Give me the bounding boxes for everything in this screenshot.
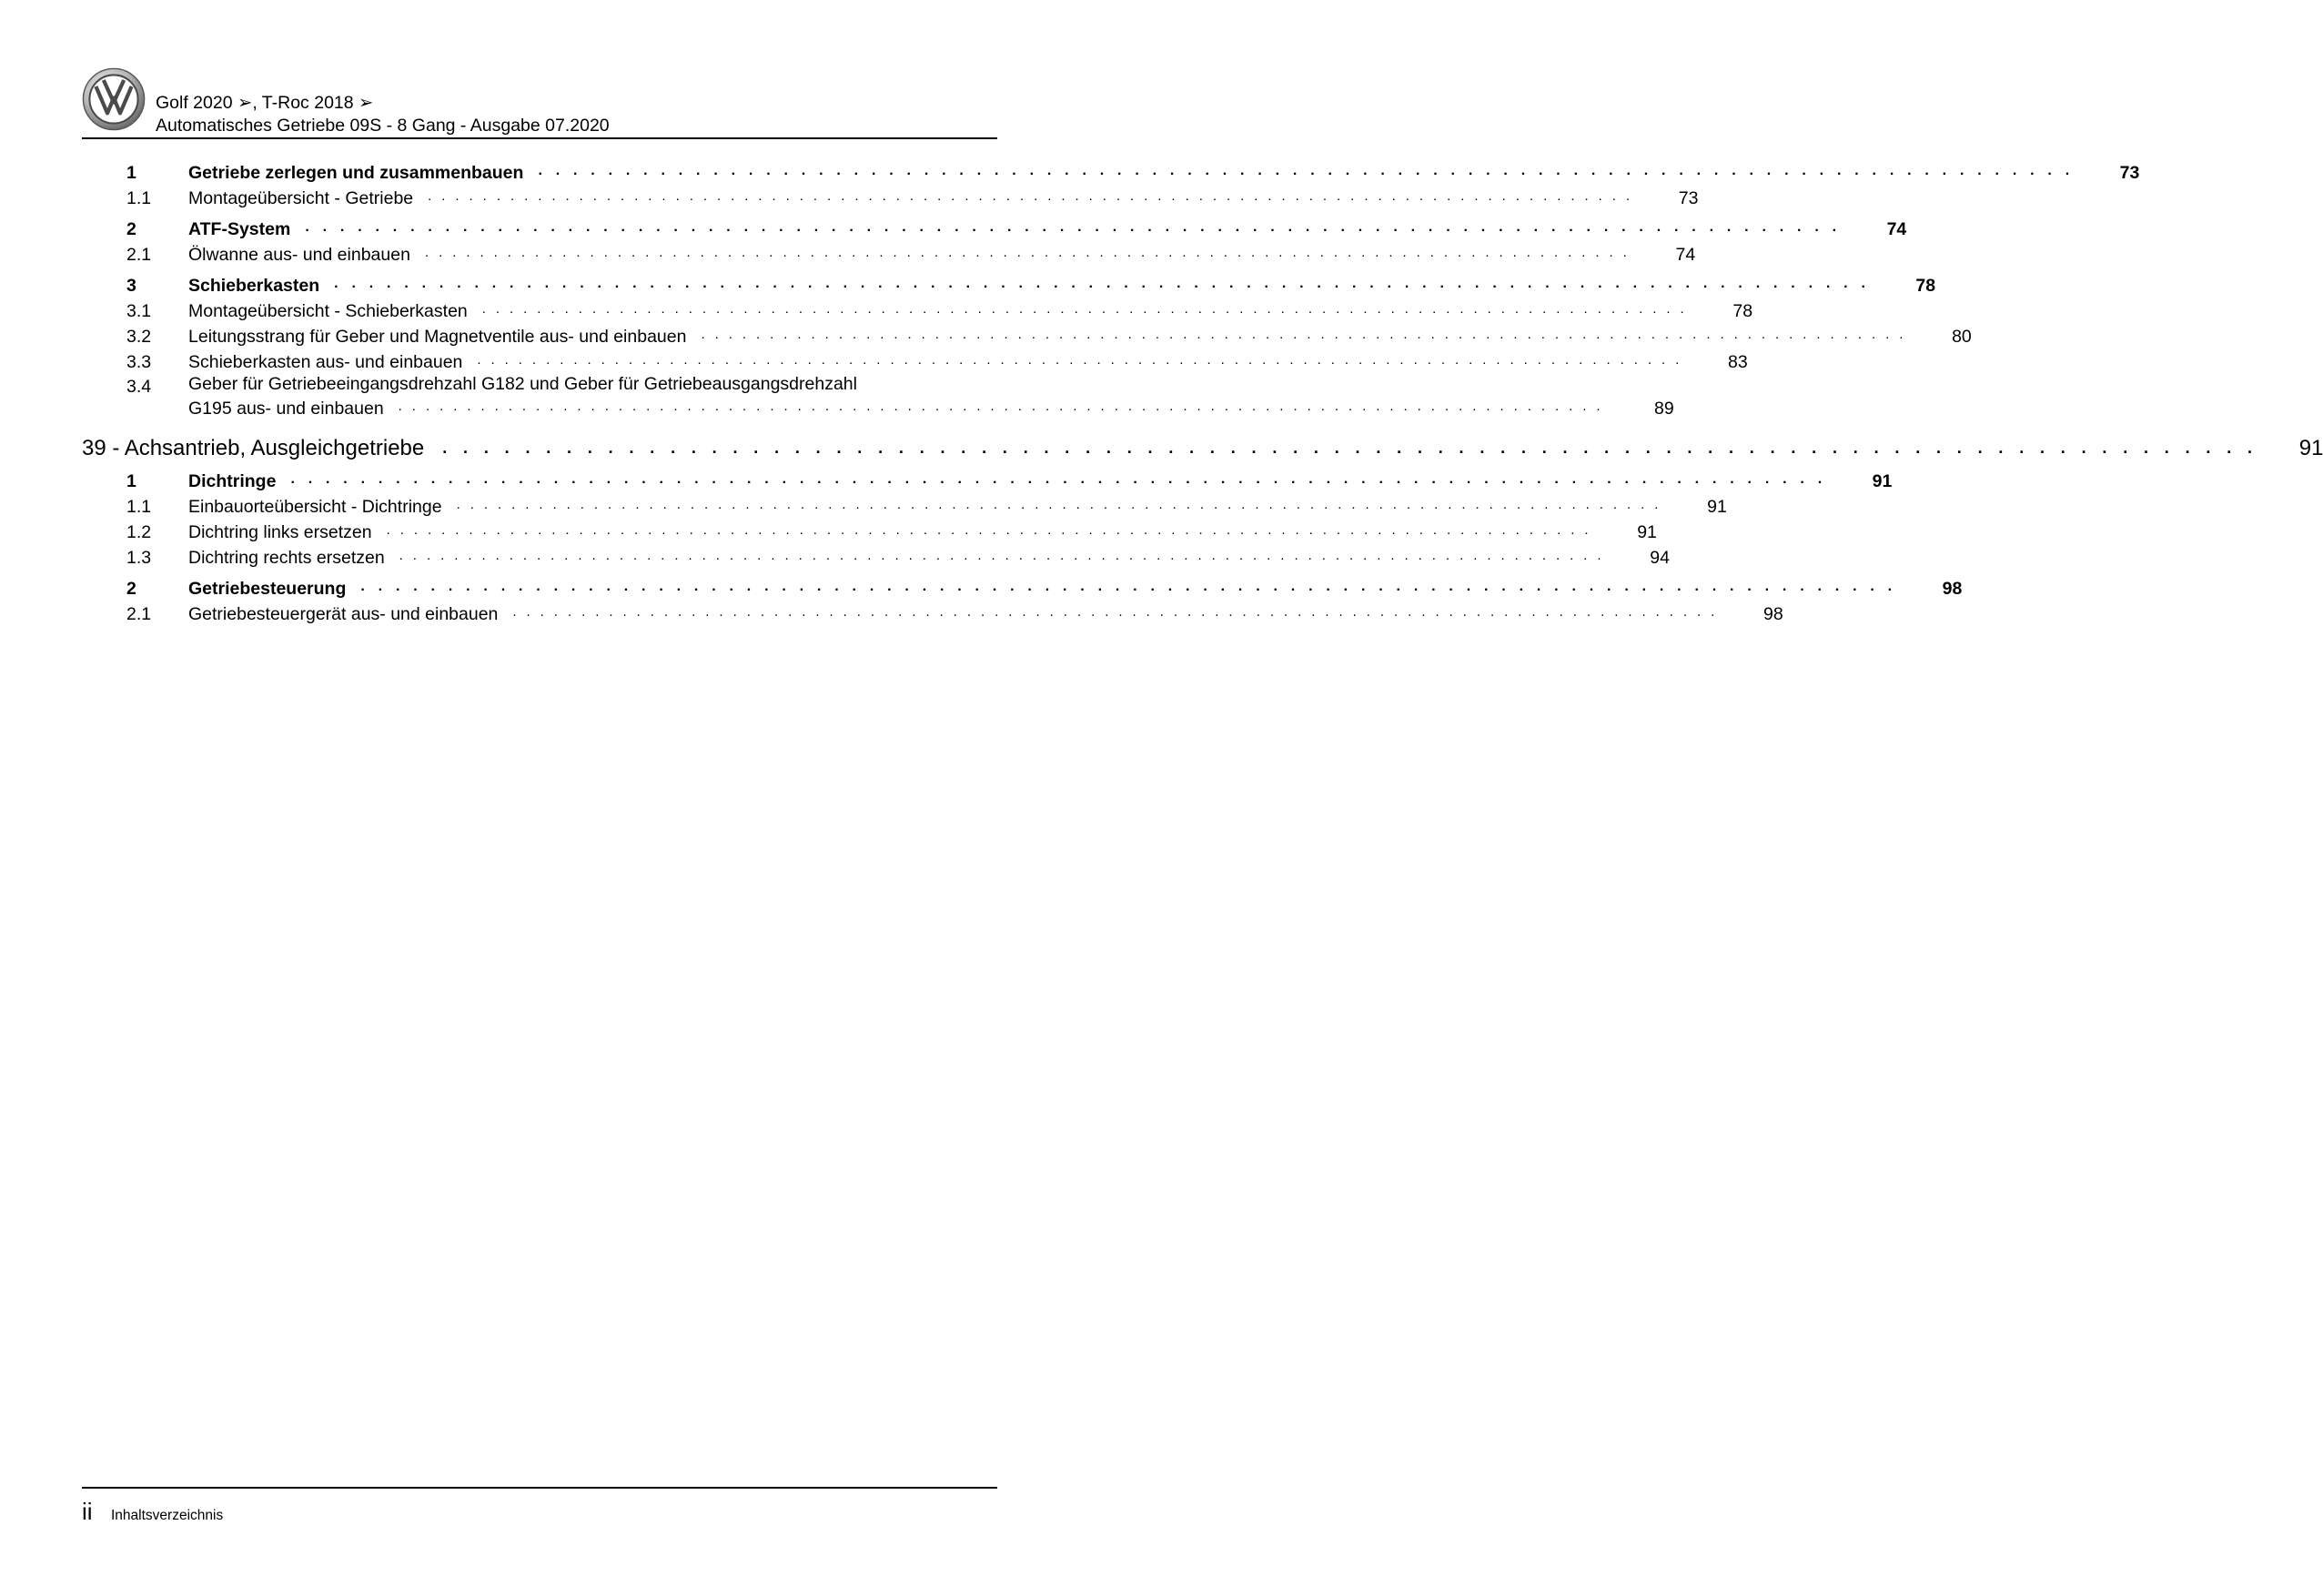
toc-entry[interactable]	[82, 241, 1696, 267]
dot-leader: . . . . . . . . . . . . . . . . . . . . . . . . . . . . . . . . . . . . . . . . . . . . . . . . . . . . . . . . . . . . . . . . . . . . . . . . . . . . . . . . . . . . . . . .	[701, 327, 1906, 342]
dot-leader: . . . . . . . . . . . . . . . . . . . . . . . . . . . . . . . . . . . . . . . . . . . . . . . . . . . . . . . . . . . . . . . . . . . . . . . . . . . . . . . . . . . . . . . .	[424, 245, 1631, 260]
toc-entry[interactable]	[82, 216, 1907, 241]
toc-entry-title: Schieberkasten aus- und einbauen	[188, 352, 463, 372]
toc-entry-number: 2.1	[126, 604, 152, 624]
toc-entry-title-continued: G195 aus- und einbauen	[188, 399, 384, 419]
toc-chapter-title: 39 - Achsantrieb, Ausgleichgetriebe	[82, 436, 425, 460]
toc-entry[interactable]	[82, 468, 1893, 493]
toc-entry-title: Getriebe zerlegen und zusammenbauen	[188, 163, 524, 183]
toc-entry-number: 3.3	[126, 352, 152, 372]
toc-entry[interactable]	[82, 493, 1727, 519]
toc-entry[interactable]	[82, 323, 1972, 348]
toc-entry-title: Ölwanne aus- und einbauen	[188, 245, 410, 265]
toc-entry[interactable]	[82, 159, 2140, 185]
toc-entry[interactable]	[82, 544, 1670, 570]
toc-entry-number: 1	[126, 163, 136, 183]
dot-leader: . . . . . . . . . . . . . . . . . . . . . . . . . . . . . . . . . . . . . . . . . . . . . . . . . . . . . . . . . . . . . . . . . . . . . . . . . . . . . . . . . . . . . . . .	[399, 548, 1604, 563]
dot-leader: . . . . . . . . . . . . . . . . . . . . . . . . . . . . . . . . . . . . . . . . . . . . . . . . . . . . . . . . . . . . . . . . . . . . . . . . . . . . . . . . . . . . . . . .	[477, 352, 1682, 368]
toc-entry-number: 1	[126, 471, 136, 491]
toc-entry-number: 1.3	[126, 548, 152, 568]
toc-entry-page: 91	[1637, 522, 1657, 542]
header-divider	[82, 137, 997, 139]
toc-entry-title: ATF-System	[188, 219, 291, 239]
toc-entry[interactable]	[82, 519, 1657, 544]
toc-entry[interactable]	[82, 601, 1783, 626]
dot-leader: . . . . . . . . . . . . . . . . . . . . . . . . . . . . . . . . . . . . . . . . . . . . . . . . . . . . . . . . . . . . . . . . . . . . . . . . . . . . . . . . . . . . . . . .	[512, 604, 1718, 620]
toc-entry[interactable]	[82, 374, 1674, 420]
toc-entry-title: Geber für Getriebeeingangsdrehzahl G182 und Geber für Getriebeausgangsdrehzahl	[188, 374, 857, 394]
toc-entry-number: 2	[126, 219, 136, 239]
toc-entry-page: 73	[2119, 163, 2140, 183]
toc-entry-number: 3	[126, 276, 136, 296]
toc-entry-title: Getriebesteuergerät aus- und einbauen	[188, 604, 499, 624]
toc-entry-title: Leitungsstrang für Geber und Magnetventile aus- und einbauen	[188, 327, 687, 347]
toc-entry-number: 1.2	[126, 522, 152, 542]
toc-entry-title: Dichtring links ersetzen	[188, 522, 372, 542]
toc-entry[interactable]	[82, 348, 1748, 374]
toc-entry-page: 74	[1886, 219, 1907, 239]
toc-entry-page: 98	[1763, 604, 1783, 624]
dot-leader: . . . . . . . . . . . . . . . . . . . . . . . . . . . . . . . . . . . . . . . . . . . . . . . . . . . . . . . . . . . . . . . . . . . . . . . . . . . . . . . . . . . . . . . .	[360, 579, 1897, 594]
footer-divider	[82, 1487, 997, 1489]
toc-entry-title: Einbauorteübersicht - Dichtringe	[188, 497, 442, 517]
toc-entry[interactable]	[82, 298, 1753, 323]
toc-entry-title: Schieberkasten	[188, 276, 320, 296]
dot-leader: . . . . . . . . . . . . . . . . . . . . . . . . . . . . . . . . . . . . . . . . . . . . . . . . . . . . . . . . . . . . . . . . . . . . . . . . . . . . . . . . . . . . . . . .	[481, 301, 1688, 317]
dot-leader: . . . . . . . . . . . . . . . . . . . . . . . . . . . . . . . . . . . . . . . . . . . . . . . . . . . . . . . . . . . . . . . . . . . . . . . . . . . . . . . . . . . . . . . .	[290, 471, 1827, 487]
toc-chapter-page: 91	[2298, 436, 2323, 460]
dot-leader: . . . . . . . . . . . . . . . . . . . . . . . . . . . . . . . . . . . . . . . . . . . . . . . . . . . . . . . . . . . . . . . . . . . . . . . . . . . . . . . . . . . . . . . .	[386, 522, 1591, 538]
toc-entry-title: Dichtring rechts ersetzen	[188, 548, 385, 568]
section-label: Inhaltsverzeichnis	[111, 1508, 224, 1523]
toc-entry-number: 3.1	[126, 301, 152, 321]
page-number: ii	[82, 1498, 93, 1525]
toc-entry-number: 1.1	[126, 497, 152, 517]
toc-entry[interactable]	[82, 575, 1963, 601]
dot-leader: . . . . . . . . . . . . . . . . . . . . . . . . . . . . . . . . . . . . . . . . . . . . . . . . . . . . . . . . . . . . . . . . . . . . . . . . . . . . . . . . . . . . . . . .	[538, 163, 2075, 178]
toc-entry-page: 80	[1952, 327, 1972, 347]
toc-entry[interactable]	[82, 272, 1936, 298]
toc-entry-title: Dichtringe	[188, 471, 277, 491]
manual-title: Golf 2020 ➢, T-Roc 2018 ➢	[156, 93, 374, 113]
dot-leader: . . . . . . . . . . . . . . . . . . . . . . . . . . . . . . . . . . . . . . . . . . . . . . . . . . . . . . . . . . . . . . . . . . . . . . . . . . . . . . . . . . . . . . . .	[428, 188, 1633, 204]
toc-entry-number: 2.1	[126, 245, 152, 265]
manual-subtitle: Automatisches Getriebe 09S - 8 Gang - Ausgabe 07.2020	[156, 116, 610, 136]
dot-leader: . . . . . . . . . . . . . . . . . . . . . . . . . . . . . . . . . . . . . . . . . . . . . . . . . . . . . . . . . . . . . . . . . . . . . . . . . . . . . . . . . . . . . . . .	[334, 276, 1871, 291]
toc-entry-page: 73	[1678, 188, 1699, 208]
toc-entry-page: 89	[1653, 399, 1674, 419]
toc-entry-number: 3.4	[126, 377, 152, 397]
dot-leader: . . . . . . . . . . . . . . . . . . . . . . . . . . . . . . . . . . . . . . . . . . . . . . . . . . . . . . . . . . . . . . . . . . . . . . . . . . . . . . . . . . . . . . . .	[305, 219, 1842, 235]
toc-entry-number: 2	[126, 579, 136, 599]
toc-entry-page: 78	[1915, 276, 1936, 296]
toc-entry-number: 1.1	[126, 188, 152, 208]
dot-leader: . . . . . . . . . . . . . . . . . . . . . . . . . . . . . . . . . . . . . . . . . . . . . . . . . . . . . . . . . . . . . . . . . . . . . . . . . . . . . . . . . . . . . . . .	[442, 439, 2258, 457]
toc-chapter[interactable]	[82, 435, 2323, 462]
toc-entry-page: 98	[1942, 579, 1963, 599]
toc-entry-page: 91	[1872, 471, 1893, 491]
toc-entry-page: 94	[1650, 548, 1670, 568]
dot-leader: . . . . . . . . . . . . . . . . . . . . . . . . . . . . . . . . . . . . . . . . . . . . . . . . . . . . . . . . . . . . . . . . . . . . . . . . . . . . . . . . . . . . . . . .	[456, 497, 1661, 512]
toc-entry-title: Getriebesteuerung	[188, 579, 347, 599]
table-of-contents	[82, 159, 2323, 626]
vw-logo-icon	[82, 67, 146, 131]
toc-entry-number: 3.2	[126, 327, 152, 347]
toc-entry[interactable]	[82, 185, 1699, 210]
dot-leader: . . . . . . . . . . . . . . . . . . . . . . . . . . . . . . . . . . . . . . . . . . . . . . . . . . . . . . . . . . . . . . . . . . . . . . . . . . . . . . . . . . . . . . . .	[398, 399, 1603, 414]
toc-entry-page: 91	[1707, 497, 1727, 517]
toc-entry-page: 78	[1732, 301, 1753, 321]
toc-entry-title: Montageübersicht - Getriebe	[188, 188, 414, 208]
toc-entry-title: Montageübersicht - Schieberkasten	[188, 301, 468, 321]
toc-entry-page: 83	[1728, 352, 1748, 372]
toc-entry-page: 74	[1675, 245, 1696, 265]
